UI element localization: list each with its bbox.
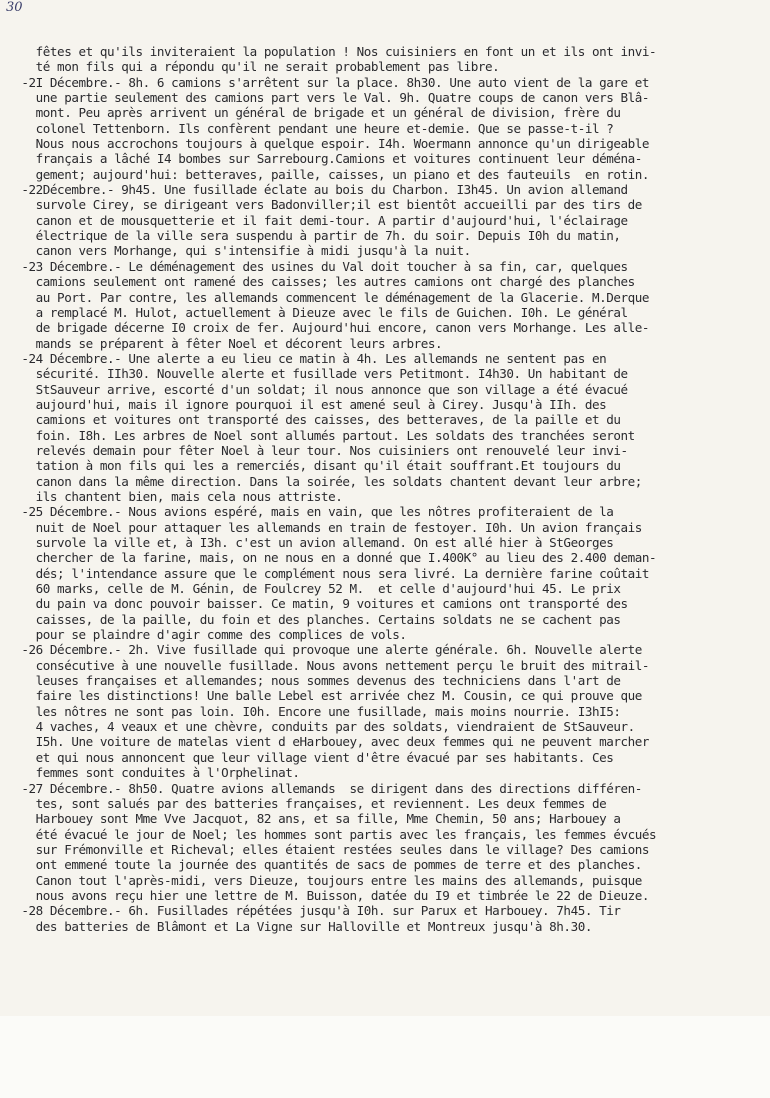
text-line: sur Frémonville et Richeval; elles étaient restées seules dans le village? Des camions	[0, 841, 650, 857]
text-line: Nous nous accrochons toujours à quelque espoir. I4h. Woermann annonce qu'un dirigeable	[0, 136, 650, 152]
text-line: gement; aujourd'hui: betteraves, paille, caisses, un piano et des fauteuils en rotin.	[0, 166, 650, 182]
text-line: les nôtres ne sont pas loin. I0h. Encore une fusillade, mais moins nourrie. I3hI5:	[0, 703, 621, 719]
text-line: -2I Décembre.- 8h. 6 camions s'arrêtent sur la place. 8h30. Une auto vient de la gare et	[0, 74, 650, 90]
text-line: sécurité. IIh30. Nouvelle alerte et fusillade vers Petitmont. I4h30. Un habitant de	[0, 366, 628, 382]
text-line: survole Cirey, se dirigeant vers Badonviller;il est bientôt accueilli par des tirs de	[0, 197, 642, 213]
text-line: relevés demain pour fêter Noel à leur tour. Nos cuisiniers ont renouvelé leur invi-	[0, 442, 628, 458]
typewritten-text	[0, 44, 770, 934]
text-line: -24 Décembre.- Une alerte a eu lieu ce matin à 4h. Les allemands ne sentent pas en	[0, 350, 607, 366]
text-line: colonel Tettenborn. Ils confèrent pendant une heure et-demie. Que se passe-t-il ?	[0, 120, 614, 136]
text-line: camions seulement ont ramené des caisses; les autres camions ont chargé des planches	[0, 274, 635, 290]
text-line: leuses françaises et allemandes; nous sommes devenus des techniciens dans l'art de	[0, 673, 621, 689]
text-line: au Port. Par contre, les allemands commencent le déménagement de la Glacerie. M.Derque	[0, 289, 650, 305]
text-line: canon et de mousquetterie et il fait demi-tour. A partir d'aujourd'hui, l'éclairage	[0, 212, 628, 228]
text-line: canon dans la même direction. Dans la soirée, les soldats chantent devant leur arbre;	[0, 473, 642, 489]
text-line: ont emmené toute la journée des quantités de sacs de pommes de terre et des planches.	[0, 857, 642, 873]
text-line: tation à mon fils qui les a remerciés, disant qu'il était souffrant.Et toujours du	[0, 458, 621, 474]
text-line: aujourd'hui, mais il ignore pourquoi il est amené seul à Cirey. Jusqu'à IIh. des	[0, 396, 607, 412]
text-line: dés; l'intendance assure que le complément nous sera livré. La dernière farine coûtait	[0, 565, 650, 581]
text-line: des batteries de Blâmont et La Vigne sur Halloville et Montreux jusqu'à 8h.30.	[0, 918, 592, 934]
text-line: caisses, de la paille, du foin et des planches. Certains soldats ne se cachent pas	[0, 611, 621, 627]
text-line: -22Décembre.- 9h45. Une fusillade éclate au bois du Charbon. I3h45. Un avion allemand	[0, 182, 628, 198]
text-line: canon vers Morhange, qui s'intensifie à midi jusqu'à la nuit.	[0, 243, 471, 259]
text-line: Harbouey sont Mme Vve Jacquot, 82 ans, et sa fille, Mme Chemin, 50 ans; Harbouey a	[0, 811, 621, 827]
text-line: consécutive à une nouvelle fusillade. Nous avons nettement perçu le bruit des mitrail-	[0, 657, 650, 673]
text-line: faire les distinctions! Une balle Lebel est arrivée chez M. Cousin, ce qui prouve que	[0, 688, 642, 704]
text-line: et qui nous annoncent que leur village vient d'être évacué par ses habitants. Ces	[0, 749, 614, 765]
text-line: femmes sont conduites à l'Orphelinat.	[0, 765, 300, 781]
text-line: a remplacé M. Hulot, actuellement à Dieuze avec le fils de Guichen. I0h. Le général	[0, 304, 628, 320]
text-line: français a lâché I4 bombes sur Sarrebourg.Camions et voitures continuent leur déména-	[0, 151, 642, 167]
text-line: nous avons reçu hier une lettre de M. Buisson, datée du I9 et timbrée le 22 de Dieuze.	[0, 887, 650, 903]
text-line: -28 Décembre.- 6h. Fusillades répétées jusqu'à I0h. sur Parux et Harbouey. 7h45. Tir	[0, 903, 621, 919]
text-line: StSauveur arrive, escorté d'un soldat; il nous annonce que son village a été évacué	[0, 381, 628, 397]
text-line: -25 Décembre.- Nous avions espéré, mais en vain, que les nôtres profiteraient de la	[0, 504, 614, 520]
text-line: nuit de Noel pour attaquer les allemands en train de festoyer. I0h. Un avion français	[0, 519, 642, 535]
text-line: tes, sont salués par des batteries françaises, et reviennent. Les deux femmes de	[0, 795, 607, 811]
text-line: I5h. Une voiture de matelas vient d eHarbouey, avec deux femmes qui ne peuvent marcher	[0, 734, 650, 750]
text-line: Canon tout l'après-midi, vers Dieuze, toujours entre les mains des allemands, puisque	[0, 872, 642, 888]
text-line: -27 Décembre.- 8h50. Quatre avions allemands se dirigent dans des directions différen-	[0, 780, 642, 796]
text-line: mands se préparent à fêter Noel et décorent leurs arbres.	[0, 335, 443, 351]
text-line: mont. Peu après arrivent un général de brigade et un général de division, frère du	[0, 105, 621, 121]
text-line: -23 Décembre.- Le déménagement des usines du Val doit toucher à sa fin, car, quelques	[0, 258, 628, 274]
page-number: 30	[6, 0, 23, 15]
page-bottom-margin	[0, 1016, 770, 1098]
text-line: chercher de la farine, mais, on ne nous en a donné que I.400K° au lieu des 2.400 deman-	[0, 550, 657, 566]
text-line: -26 Décembre.- 2h. Vive fusillade qui provoque une alerte générale. 6h. Nouvelle alerte	[0, 642, 642, 658]
text-line: camions et voitures ont transporté des caisses, des betteraves, de la paille et du	[0, 412, 621, 428]
text-line: une partie seulement des camions part vers le Val. 9h. Quatre coups de canon vers Blâ-	[0, 90, 650, 106]
text-line: pour se plaindre d'agir comme des complices de vols.	[0, 627, 407, 643]
text-line: foin. I8h. Les arbres de Noel sont allumés partout. Les soldats des tranchées seront	[0, 427, 635, 443]
text-line: 4 vaches, 4 veaux et une chèvre, conduits par des soldats, viendraient de StSauveur.	[0, 719, 635, 735]
text-line: fêtes et qu'ils inviteraient la population ! Nos cuisiniers en font un et ils ont invi-	[0, 44, 657, 59]
text-line: du pain va donc pouvoir baisser. Ce matin, 9 voitures et camions ont transporté des	[0, 596, 628, 612]
text-line: de brigade décerne I0 croix de fer. Aujourd'hui encore, canon vers Morhange. Les alle-	[0, 320, 650, 336]
text-line: été évacué le jour de Noel; les hommes sont partis avec les français, les femmes évcués	[0, 826, 657, 842]
text-line: té mon fils qui a répondu qu'il ne serait probablement pas libre.	[0, 59, 500, 75]
text-line: 60 marks, celle de M. Génin, de Foulcrey 52 M. et celle d'aujourd'hui 45. Le prix	[0, 581, 621, 597]
text-line: survole la ville et, à I3h. c'est un avion allemand. On est allé hier à StGeorges	[0, 535, 614, 550]
text-line: ils chantent bien, mais cela nous attriste.	[0, 488, 343, 504]
text-line: électrique de la ville sera suspendu à partir de 7h. du soir. Depuis I0h du matin,	[0, 228, 621, 244]
